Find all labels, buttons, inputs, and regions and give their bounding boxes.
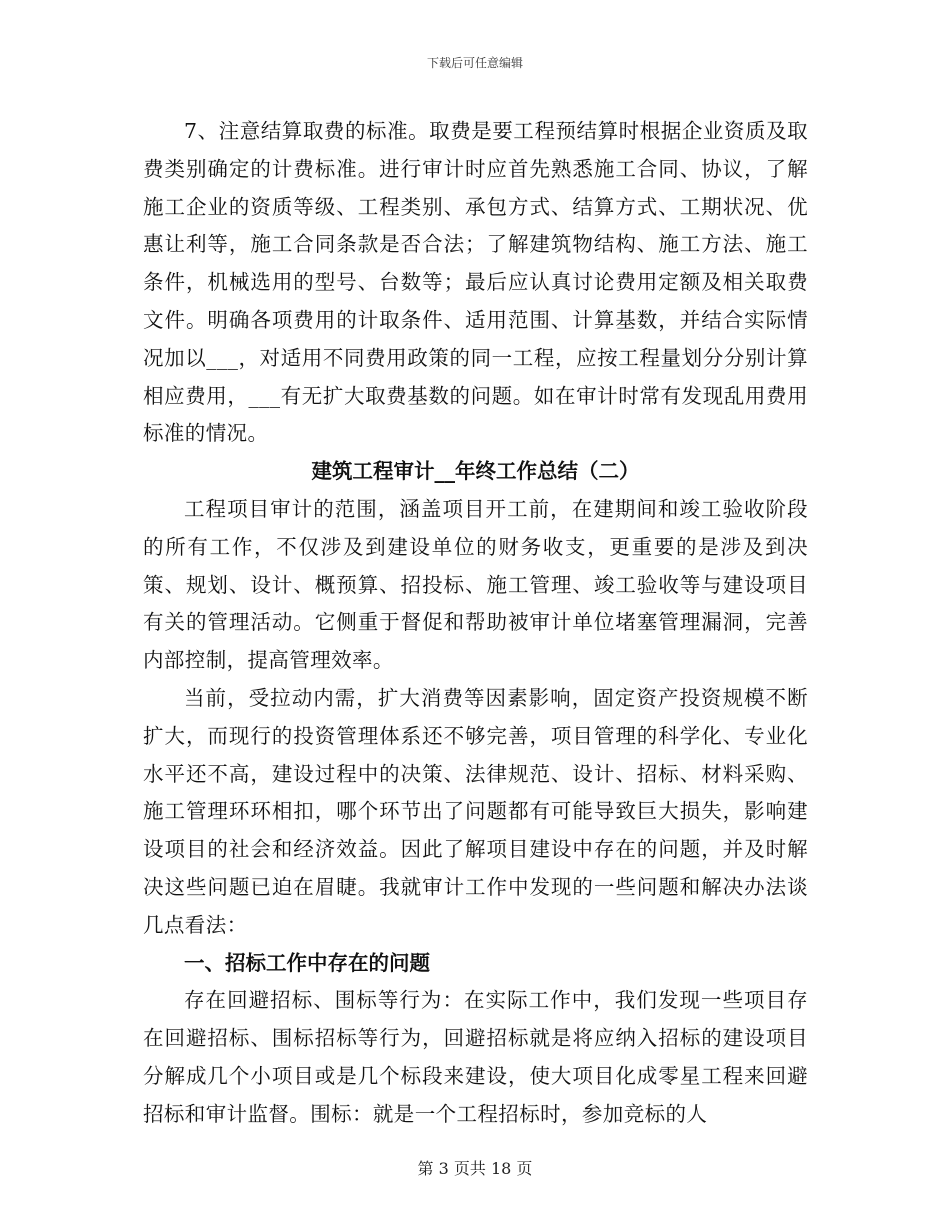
paragraph-audit-scope: 工程项目审计的范围，涵盖项目开工前，在建期间和竣工验收阶段的所有工作，不仅涉及到建设单位的财务收支，更重要的是涉及到决策、规划、设计、概预算、招投标、施工管理、竣工验收等与建设项目有关的管理活动。它侧重于督促和帮助被审计单位堵塞管理漏洞，完善内部控制，提高管理效率。	[143, 496, 808, 673]
document-body	[143, 113, 808, 1134]
paragraph-bid-avoidance: 存在回避招标、围标等行为：在实际工作中，我们发现一些项目存在回避招标、围标招标等行为，回避招标就是将应纳入招标的建设项目分解成几个小项目或是几个标段来建设，使大项目化成零星工程来回避招标和审计监督。围标：就是一个工程招标时，参加竞标的人	[143, 988, 808, 1126]
heading-bidding-problems: 一、招标工作中存在的问题	[184, 950, 430, 975]
paragraph-current-situation: 当前，受拉动内需，扩大消费等因素影响，固定资产投资规模不断扩大，而现行的投资管理体系还不够完善，项目管理的科学化、专业化水平还不高，建设过程中的决策、法律规范、设计、招标、材料采购、施工管理环环相扣，哪个环节出了问题都有可能导致巨大损失，影响建设项目的社会和经济效益。因此了解项目建设中存在的问题，并及时解决这些问题已迫在眉睫。我就审计工作中发现的一些问题和解决办法谈几点看法：	[143, 685, 808, 937]
page-header-note: 下载后可任意编辑	[426, 56, 523, 70]
section-title: 建筑工程审计__年终工作总结（二）	[311, 459, 640, 484]
page-number-footer: 第 3 页共 18 页	[417, 1159, 533, 1178]
paragraph-fee-standards: 7、注意结算取费的标准。取费是要工程预结算时根据企业资质及取费类别确定的计费标准。进行审计时应首先熟悉施工合同、协议，了解施工企业的资质等级、工程类别、承包方式、结算方式、工期状况、优惠让利等，施工合同条款是否合法；了解建筑物结构、施工方法、施工条件，机械选用的型号、台数等；最后应认真讨论费用定额及相关取费文件。明确各项费用的计取条件、适用范围、计算基数，并结合实际情况加以___，对适用不同费用政策的同一工程，应按工程量划分分别计算相应费用，___有无扩大取费基数的问题。如在审计时常有发现乱用费用标准的情况。	[143, 119, 808, 446]
